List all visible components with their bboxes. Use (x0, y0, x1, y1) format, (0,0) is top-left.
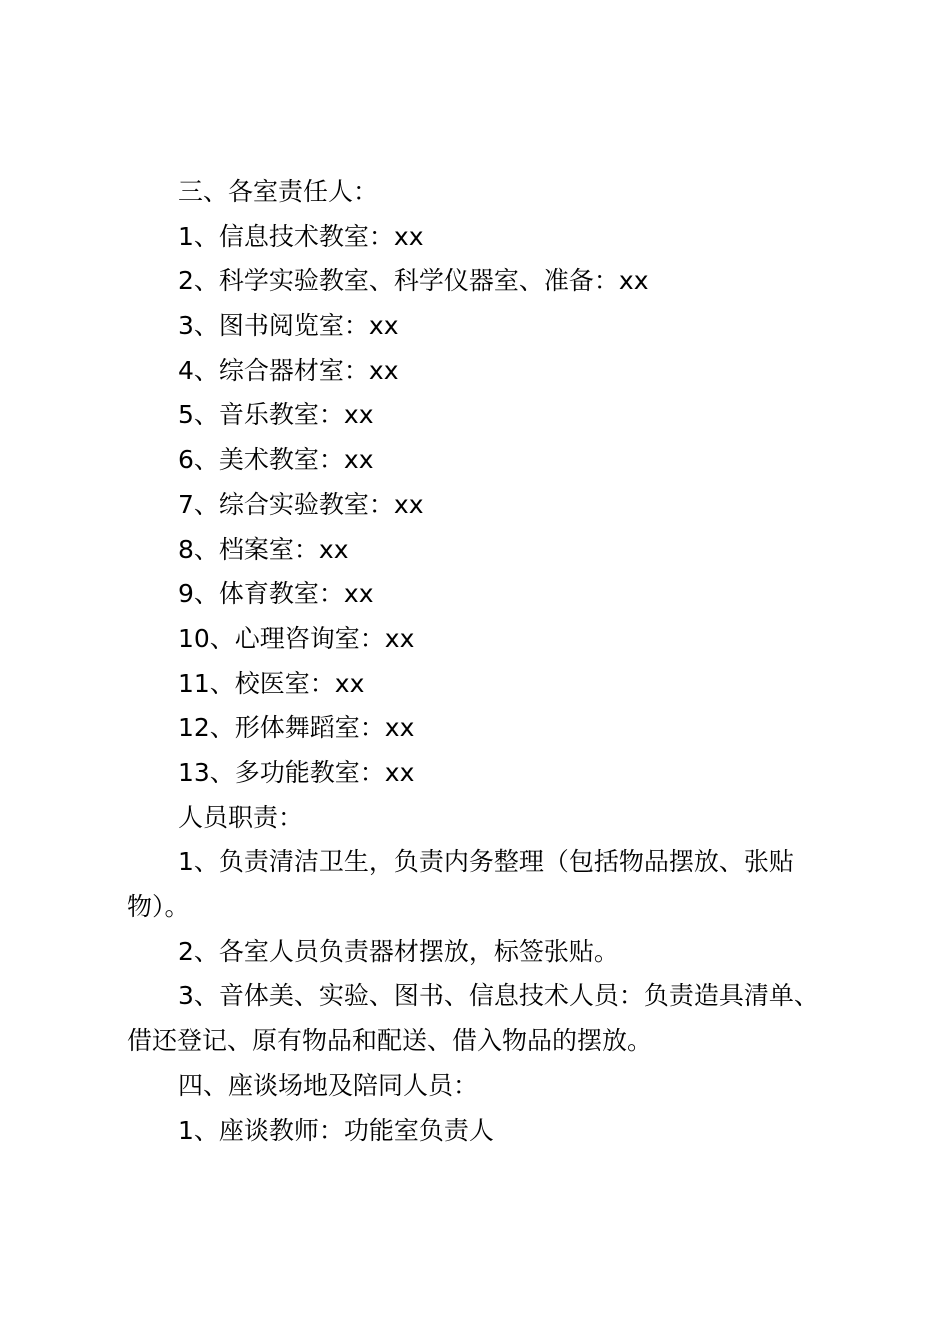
venue-item: 1、座谈教师：功能室负责人 (178, 1115, 494, 1145)
room-item: 6、美术教室：xx (178, 445, 374, 475)
room-item: 8、档案室：xx (178, 534, 349, 564)
duty-paragraph: 1、负责清洁卫生，负责内务整理（包括物品摆放、张贴物）。 (127, 847, 794, 922)
room-item: 11、校医室：xx (178, 668, 365, 698)
room-item: 4、综合器材室：xx (178, 355, 399, 385)
duties-heading: 人员职责： (178, 802, 304, 832)
duty-paragraph: 2、各室人员负责器材摆放，标签张贴。 (178, 936, 619, 966)
room-item: 3、图书阅览室：xx (178, 311, 399, 341)
room-item: 7、综合实验教室：xx (178, 489, 424, 519)
section-4-heading: 四、座谈场地及陪同人员： (178, 1070, 479, 1100)
room-item: 5、音乐教室：xx (178, 400, 374, 430)
section-3-heading: 三、各室责任人： (178, 177, 379, 206)
room-item: 13、多功能教室：xx (178, 757, 415, 787)
room-item: 9、体育教室：xx (178, 579, 374, 609)
room-item: 2、科学实验教室、科学仪器室、准备：xx (178, 266, 649, 296)
room-item: 10、心理咨询室：xx (178, 623, 415, 653)
document-body (127, 170, 827, 1153)
duty-paragraph: 3、音体美、实验、图书、信息技术人员：负责造具清单、借还登记、原有物品和配送、借入物品的摆放。 (127, 981, 819, 1056)
room-item: 12、形体舞蹈室：xx (178, 713, 415, 743)
room-item: 1、信息技术教室：xx (178, 221, 424, 251)
